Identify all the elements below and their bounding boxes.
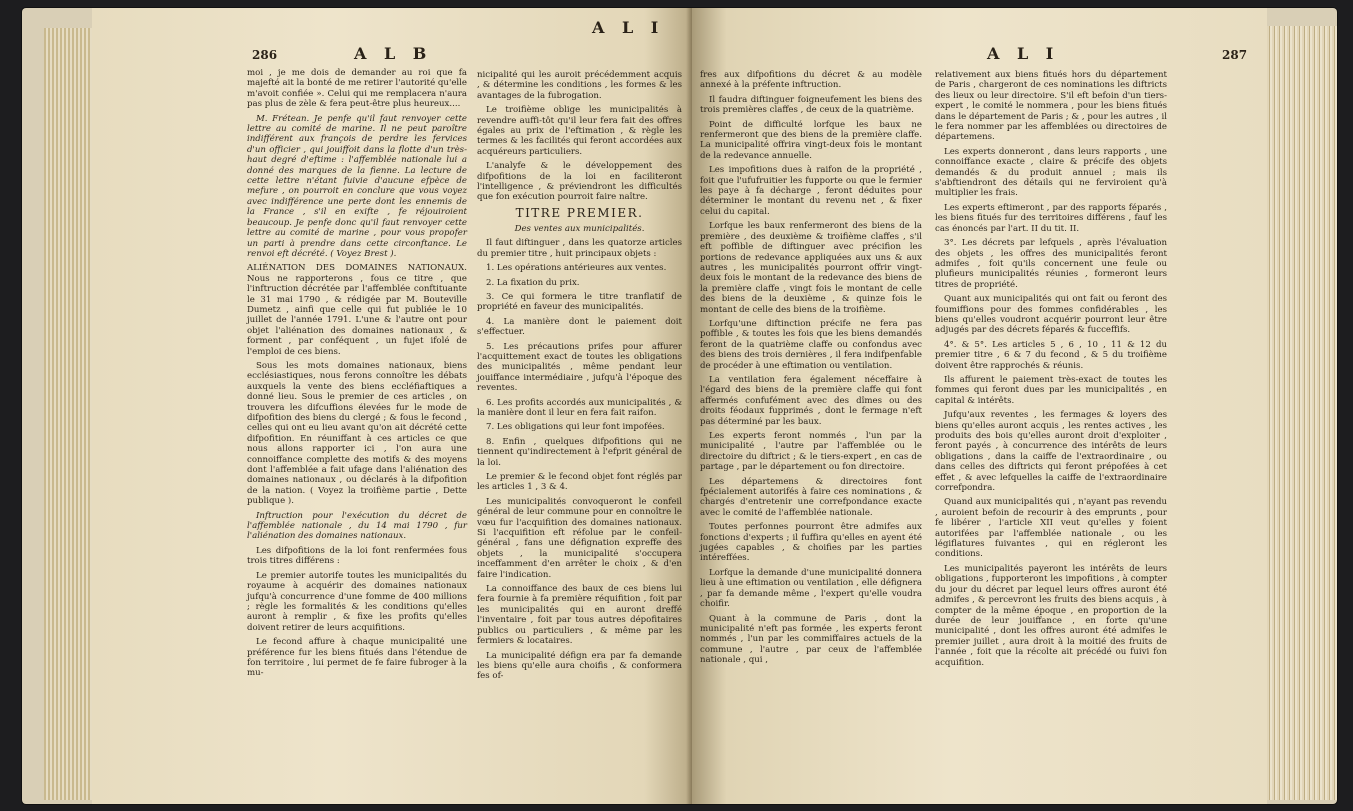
paragraph: Les impofitions dues à raifon de la propriété , foit que l'ufufruitier les fupporte ou que le fermier les paye à fa décharge , feront déduites pour déterminer le montant du revenu net , & fixer celui du capital.	[700, 165, 922, 217]
instruction-title: Inftruction pour l'exécution du décret de l'affemblée nationale , du 14 mai 1790 , fur l'aliénation des domaines nationaux.	[247, 510, 467, 542]
page-stack-left	[44, 28, 92, 800]
left-page	[92, 8, 692, 804]
paragraph: Le troifième oblige les municipalités à revendre auffi-tôt qu'il leur fera fait des offres égales au prix de l'eftimation , & règle les termes & les facilités qui feront accordées aux acquéreurs particuliers.	[477, 105, 682, 157]
running-header-center: A L I	[592, 18, 665, 37]
text-column-right-2	[935, 70, 1167, 672]
paragraph: relativement aux biens fitués hors du département de Paris , chargeront de ces nominations les diftricts des lieux ou leur directoire. S'il eft befoin d'un tiers-expert , le comité le nommera , pour les biens fitués dans le département de Paris ; & , pour les autres , il le fera nommer par les affemblées ou directoires de départemens.	[935, 70, 1167, 143]
paragraph: Quant à la commune de Paris , dont la municipalité n'eft pas formée , les experts feront nommés , l'un par les commiffaires actuels de la commune , l'autre , par ceux de l'affemblée nationale , qui ,	[700, 613, 922, 666]
paragraph: Les municipalités payeront les intérêts de leurs obligations , fupporteront les impofitions , à compter du jour du décret par lequel leurs offres auront été admifes , & percevront les fruits des biens acquis , à compter de la même époque , en proportion de la durée de leur jouiffance , en forte qu'une municipalité , dont les offres auront été admifes le premier juillet , aura droit à la moitié des fruits de l'année , foit que la récolte ait précédé ou fuivi fon acquifition.	[935, 563, 1167, 668]
paragraph: Le premier & le fecond objet font réglés par les articles 1 , 3 & 4.	[477, 472, 682, 493]
paragraph: 4°. & 5°. Les articles 5 , 6 , 10 , 11 & 12 du premier titre , 6 & 7 du fecond , & 5 du troifième doivent être rapprochés & réunis.	[935, 339, 1167, 371]
paragraph: Jufqu'aux reventes , les fermages & loyers des biens qu'elles auront acquis , les rentes actives , les produits des bois qu'elles auront droit d'exploiter , feront payés , à concurrence des intérêts de leurs obligations , dans la caiffe de l'extraordinaire , ou dans celles des diftricts qui feront prépofées à cet effet , & avec lefquelles la caiffe de l'extraordinaire correfpondra.	[935, 410, 1167, 494]
text-column-left-2	[477, 70, 682, 686]
running-header-right: A L I	[987, 44, 1060, 63]
paragraph: Lorfque la demande d'une municipalité donnera lieu à une eftimation ou ventilation , elle défignera , par fa demande même , l'expert qu'elle voudra choifir.	[700, 567, 922, 610]
paragraph: M. Frétean. Je penfe qu'il faut renvoyer cette lettre au comité de marine. Il ne peut paroître indifférent aux françois de perdre les fervices d'un officier , qui jouiffoit dans la flotte d'un très-haut degré d'eftime : l'affemblée nationale lui a donné des marques de la fienne. La lecture de cette lettre n'étant fuivie d'aucune efpèce de mefure , on pourroit en conclure que vous voyez avec indifférence une perte dont les ennemis de la France , s'il en exifte , fe réjouiroient beaucoup. Je penfe donc qu'il faut renvoyer cette lettre au comité de marine , pour vous propofer un parti à prendre dans cette circonftance. Le renvoi eft décrété. ( Voyez Brest ).	[247, 113, 467, 259]
list-item: 4. La manière dont le paiement doit s'effectuer.	[477, 316, 682, 338]
paragraph: Ils affurent le paiement très-exact de toutes les fommes qui feront dues par les municipalités , en capital & intérêts.	[935, 374, 1167, 406]
paragraph: L'analyfe & le développement des difpofitions de la loi en faciliteront l'intelligence , & préviendront les difficultés que fon exécution pourroit faire naître.	[477, 161, 682, 203]
running-header-left: A L B	[354, 44, 433, 63]
paragraph: Les experts eftimeront , par des rapports féparés , les biens fitués fur des territoires différens , fauf les cas énoncés par l'art. II du tit. II.	[935, 202, 1167, 234]
page-number: 287	[1222, 48, 1248, 62]
paragraph: La connoiffance des baux de ces biens lui fera fournie à fa première réquifition , foit par les municipalités qui en auront dreffé l'inventaire , foit par tous autres dépofitaires publics ou particuliers , & même par les fermiers & locataires.	[477, 584, 682, 647]
paragraph: Les municipalités convoqueront le confeil général de leur commune pour en connoître le vœu fur l'acquifition des domaines nationaux. Si l'acquifition eft réfolue par le confeil-général , fans une défignation expreffe des objets , la municipalité s'occupera inceffamment d'en arrêter le choix , & d'en faire l'indication.	[477, 496, 682, 580]
paragraph: Le premier autorife toutes les municipalités du royaume à acquérir des domaines nationaux jufqu'à concurrence d'une fomme de 400 millions ; règle les formalités & les conditions qu'elles auront à remplir , & fixe les profits qu'elles doivent retirer de leurs acquifitions.	[247, 570, 467, 633]
paragraph: Toutes perfonnes pourront être admifes aux fonctions d'experts ; il fuffira qu'elles en ayent été jugées capables , & choifies par les parties intéreffées.	[700, 522, 922, 564]
paragraph: Le fecond affure à chaque municipalité une préférence fur les biens fitués dans l'étendue de fon territoire , lui permet de fe faire fubroger à la mu-	[247, 637, 467, 679]
paragraph: Les experts feront nommés , l'un par la municipalité , l'autre par l'affemblée ou le directoire du diftrict ; & le tiers-expert , en cas de partage , par le département ou fon directoire.	[700, 431, 922, 473]
paragraph: Les experts donneront , dans leurs rapports , une connoiffance exacte , claire & précife des objets demandés & du produit annuel ; mais ils s'abftiendront des détails qui ne ferviroient qu'à multiplier les frais.	[935, 146, 1167, 199]
list-item: 7. Les obligations qui leur font impofées.	[486, 422, 665, 433]
paragraph: Il faut diftinguer , dans les quatorze articles du premier titre , huit principaux objets :	[477, 238, 682, 259]
page-stack-right	[1267, 26, 1337, 800]
paragraph: Point de difficulté lorfque les baux ne renfermeront que des biens de la première claffe. La municipalité offrira vingt-deux fois le montant de la redevance annuelle.	[700, 119, 922, 161]
list-item: 2. La fixation du prix.	[486, 277, 580, 288]
page-number: 286	[252, 48, 278, 62]
section-heading: ALIÉNATION DES DOMAINES NATIONAUX. Nous ne rapporterons , fous ce titre , que l'inftruction décrétée par l'affemblée conftituante le 31 mai 1790 , & rédigée par M. Bouteville Dumetz , ainfi que celle qui fut publiée le 10 juillet de l'année 1791. L'une & l'autre ont pour objet l'aliénation des domaines nationaux , & forment , par conféquent , un fujet ifolé de l'emploi de ces biens.	[247, 263, 467, 357]
paragraph: nicipalité qui les auroit précédemment acquis , & détermine les conditions , les formes & les avantages de la fubrogation.	[477, 70, 682, 101]
paragraph: Lorfque les baux renfermeront des biens de la première , des deuxième & troifième claffes , s'il eft poffible de diftinguer avec précifion les portions de redevance appliquées aux uns & aux autres , les municipalités pourront offrir vingt-deux fois le montant de la redevance des biens de la première claffe , vingt fois le montant de celle des biens de la deuxième , & quinze fois le montant de celle des biens de la troifième.	[700, 221, 922, 315]
list-item: 8. Enfin , quelques difpofitions qui ne tiennent qu'indirectement à l'efprit général de la loi.	[477, 436, 682, 468]
subtitle: Des ventes aux municipalités.	[514, 223, 645, 234]
right-page	[692, 8, 1267, 804]
list-item: 5. Les précautions prifes pour affurer l'acquittement exact de toutes les obligations des municipalités , même pendant leur jouiffance intermédiaire , jufqu'à l'époque des reventes.	[477, 341, 682, 394]
text-column-left-1	[247, 68, 467, 683]
list-item: 3. Ce qui formera le titre tranflatif de propriété en faveur des municipalités.	[477, 291, 682, 313]
paragraph: moi , je me dois de demander au roi que fa majefté ait la bonté de me retirer l'autorité qu'elle m'avoit confiée ». Celui qui me remplacera n'aura pas plus de zèle & fera peut-être plus heureux....	[247, 68, 467, 110]
paragraph: Les départemens & directoires font fpécialement autorifés à faire ces nominations , & chargés d'entretenir une correfpondance exacte avec le comité de l'affemblée nationale.	[700, 476, 922, 518]
paragraph: Sous les mots domaines nationaux, biens ecclésiastiques, nous ferons connoître les débats auxquels la vente des biens eccléfiaftiques a donné lieu. Sous le premier de ces articles , on trouvera les difcuffions élevées fur le mode de difpofition des biens du clergé ; & fous le fecond , celles qui ont eu lieu avant qu'on ait décrété cette difpofition. En réuniffant à ces articles ce que nous allons rapporter ici , l'on aura une connoiffance complette des motifs & des moyens dont l'affemblée a fait ufage dans l'aliénation des domaines nationaux , ou déclarés à la difpofition de la nation. ( Voyez la troifième partie , Dette publique ).	[247, 360, 467, 507]
paragraph: Il faudra diftinguer foigneufement les biens des trois premières claffes , de ceux de la quatrième.	[700, 94, 922, 116]
paragraph: La municipalité défign era par fa demande les biens qu'elle aura choifis , & conformera fes of-	[477, 650, 682, 682]
book-scan	[22, 8, 1337, 804]
paragraph: La ventilation fera également néceffaire à l'égard des biens de la première claffe qui font affermés confufément avec des dîmes ou des droits féodaux fupprimés , dont le fermage n'eft pas déterminé par les baux.	[700, 374, 922, 427]
title-heading: TITRE PREMIER.	[515, 205, 644, 220]
list-item: 6. Les profits accordés aux municipalités , & la manière dont il leur en fera fait raifon.	[477, 397, 682, 418]
paragraph: Lorfqu'une diftinction précife ne fera pas poffible , & toutes les fois que les biens demandés feront de la quatrième claffe ou confondus avec des biens des trois dernières , il fera indifpenfable de procéder à une eftimation ou ventilation.	[700, 318, 922, 371]
paragraph: Quand aux municipalités qui , n'ayant pas revendu , auroient befoin de recourir à des emprunts , pour fe libérer , l'article XII veut qu'elles y foient autorifées par l'affemblée nationale , ou les légiflatures fuivantes , qui en régleront les conditions.	[935, 497, 1167, 560]
text-column-right-1	[700, 70, 922, 670]
paragraph: fres aux difpofitions du décret & au modèle annexé à la préfente inftruction.	[700, 70, 922, 91]
list-item: 1. Les opérations antérieures aux ventes.	[486, 263, 667, 274]
paragraph: 3°. Les décrets par lefquels , après l'évaluation des objets , les offres des municipalités feront admifes , foit qu'ils concernent une feule ou plufieurs municipalités réunies , formeront leurs titres de propriété.	[935, 238, 1167, 290]
paragraph: Quant aux municipalités qui ont fait ou feront des foumiffions pour des fommes confidérables , les biens qu'elles voudront acquérir pourront leur être adjugés par des décrets féparés & fucceffifs.	[935, 294, 1167, 336]
paragraph: Les difpofitions de la loi font renfermées fous trois titres différens :	[247, 545, 467, 567]
